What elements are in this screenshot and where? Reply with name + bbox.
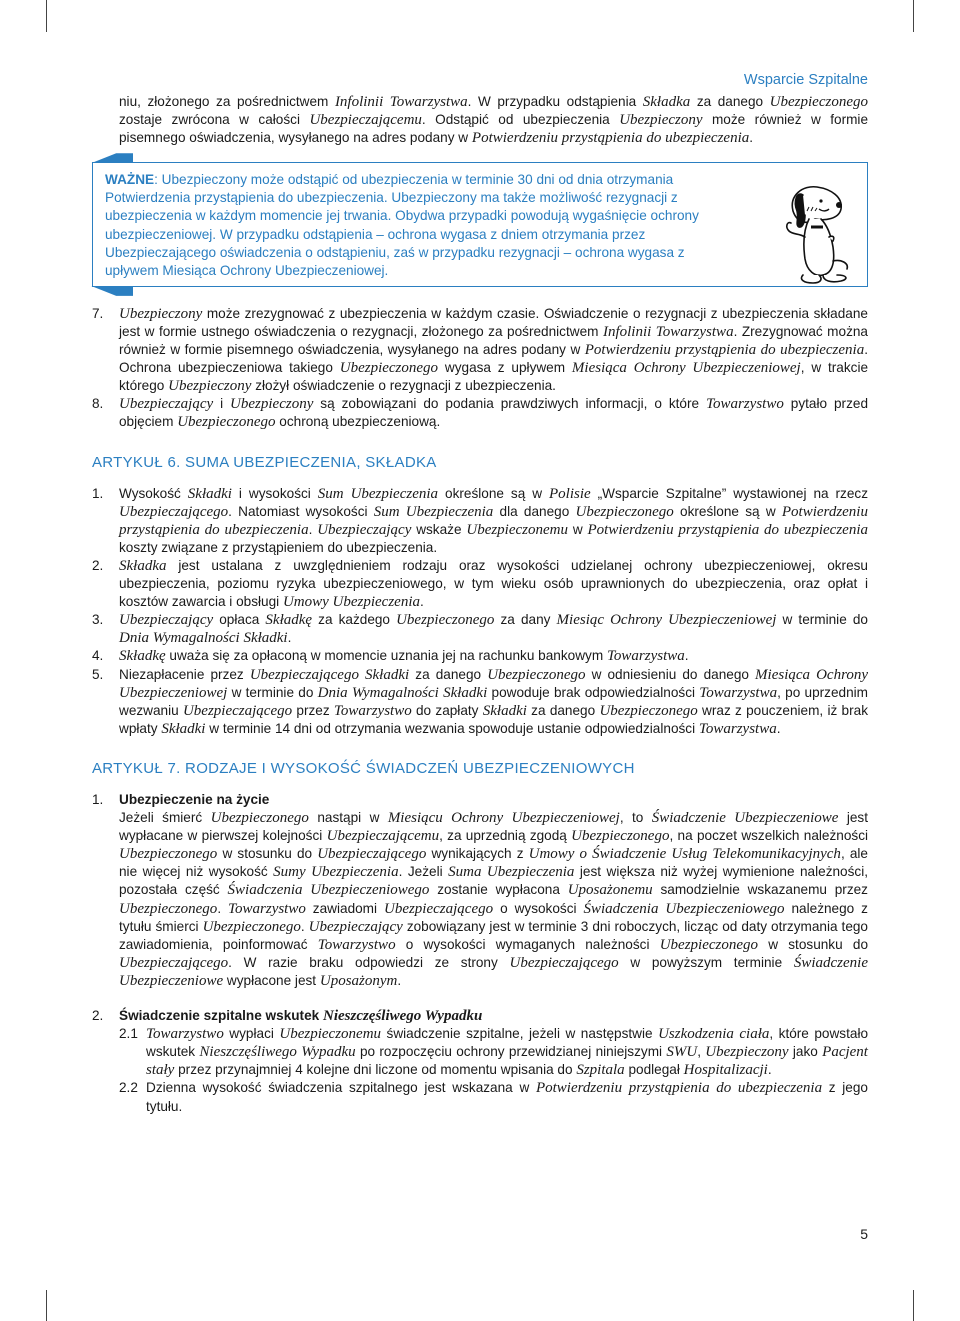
article-6-heading: ARTYKUŁ 6. SUMA UBEZPIECZENIA, SKŁADKA: [92, 453, 437, 471]
text-run: złożył oświadczenie o rezygnacji z ubezpieczenia.: [251, 378, 556, 394]
italic-term: Ubezpieczonego: [575, 503, 674, 520]
text-run: wygasa z upływem: [438, 360, 572, 376]
text-run: Wysokość: [119, 485, 188, 501]
italic-term: Potwierdzeniu przystąpienia do ubezpieczenia: [587, 521, 868, 538]
text-run: są zobowiązani do podania prawdziwych informacji, o które: [313, 396, 707, 412]
italic-term: Towarzystwo: [333, 702, 412, 719]
clauses-list-a: [92, 305, 868, 432]
text-run: .: [287, 630, 292, 646]
text-run: i wysokości: [231, 485, 318, 501]
italic-term: Ubezpieczonego: [659, 936, 759, 953]
italic-term: Towarzystwa: [606, 648, 685, 665]
item-number: 2.1: [119, 1026, 138, 1042]
text-run: .: [776, 720, 781, 736]
text-run: , po uprzednim wezwaniu: [119, 684, 869, 718]
italic-term: Ubezpieczony: [619, 112, 703, 129]
italic-term: Pacjent stały: [146, 1044, 868, 1079]
text-run: za każdego: [312, 612, 397, 628]
italic-term: Składka: [642, 94, 691, 110]
section-1: [92, 791, 868, 990]
page-number: 5: [860, 1226, 868, 1242]
text-run: wypłaci: [223, 1026, 280, 1042]
italic-term: Miesiącu Ochrony Ubezpieczeniowej: [387, 810, 620, 827]
article-7-list: [92, 791, 868, 1116]
list-item: [92, 666, 868, 738]
italic-term: Umowy o Świadczenie Usług Telekomunikacyjnych: [528, 846, 841, 863]
italic-term: Ubezpieczającego Składki: [249, 666, 410, 683]
text-run: w stosunku do: [217, 846, 318, 862]
italic-term: Ubezpieczającego: [509, 954, 619, 971]
text-run: zostanie wypłacona: [429, 882, 568, 898]
italic-term: Ubezpieczającego: [383, 900, 494, 917]
text-run: jako: [788, 1044, 823, 1060]
italic-term: Ubezpieczającego: [317, 846, 427, 863]
item-number: 2.2: [119, 1080, 138, 1096]
text-run: za dany: [494, 612, 557, 628]
text-run: w odniesieniu do danego: [585, 666, 756, 682]
clauses-list-b: [92, 485, 868, 738]
italic-term: Potwierdzeniu przystąpienia do ubezpieczenia: [535, 1080, 823, 1097]
italic-term: Towarzystwo: [146, 1026, 224, 1043]
document-body: [92, 93, 868, 1116]
italic-term: Ubezpieczający: [119, 396, 214, 413]
item-number: 3.: [92, 612, 104, 628]
text-run: , za uprzednią zgodą: [439, 828, 572, 844]
text-run: określone są w: [673, 503, 782, 519]
italic-term: SWU: [666, 1044, 698, 1061]
running-header: Wsparcie Szpitalne: [743, 72, 868, 88]
notice-tab-decoration: [91, 286, 133, 296]
italic-term: Ubezpieczonego: [339, 360, 439, 377]
text-run: Niezapłacenie przez: [119, 666, 250, 682]
text-run: wraz z pouczeniem, iż brak wpłaty: [119, 702, 868, 736]
text-run: za danego: [409, 666, 488, 682]
list-item: [92, 557, 868, 611]
notice-text: : Ubezpieczony może odstąpić od ubezpieczenia w terminie 30 dni od dnia otrzymania Potwierdzenia przystąpienia do ubezpieczenia. Ubezpieczony ma także możliwość rezygnacji z ubezpieczenia w każdym momencie jej trwania. Obydwa przypadki powodują wygaśnięcie ochrony ubezpieczeniowej. W przypadku odstąpienia – ochrona wygasa z dniem otrzymania przez Ubezpieczającego oświadczenia o odstąpieniu, zaś w przypadku rezygnacji – ochrona wygasa z upływem Miesiąca Ochrony Ubezpieczeniowej.: [105, 172, 699, 278]
text-run: . Jeżeli: [398, 864, 449, 880]
list-item: [119, 1025, 868, 1079]
italic-term: Ubezpieczony: [168, 378, 252, 395]
text-run: . W przypadku odstąpienia: [467, 94, 643, 109]
crop-mark: [913, 0, 914, 32]
text-run: uważa się za opłaconą w momencie uznania jej na rachunku bankowym: [165, 648, 607, 664]
text-run: pytało przed objęciem: [119, 396, 869, 430]
text-run: przez przynajmniej 4 kolejne dni liczone od momentu wpisania do: [174, 1062, 577, 1078]
italic-term: Ubezpieczającego: [119, 503, 229, 520]
text-run: należnego z tytułu śmierci: [119, 900, 868, 934]
section-1-title: Ubezpieczenie na życie: [119, 792, 270, 807]
item-number: 2.: [92, 557, 104, 573]
text-run: określone są w: [438, 485, 550, 501]
section-1-text: [119, 809, 868, 990]
list-item: [92, 305, 868, 395]
italic-term: Potwierdzeniu przystąpienia do ubezpieczenia: [471, 130, 750, 147]
intro-paragraph: [92, 93, 868, 147]
italic-term: Infolinii Towarzystwa: [334, 94, 468, 110]
text-run: zobowiązany jest w terminie 3 dni roboczych, licząc od daty otrzymania tego zawiadomienia, poinformować: [119, 918, 868, 952]
list-item: [119, 1079, 868, 1115]
text-run: ochroną ubezpieczeniową.: [275, 414, 441, 430]
italic-term: Uszkodzenia ciała: [658, 1026, 770, 1043]
text-run: w terminie 14 dni od otrzymania wezwania spowoduje ustanie odpowiedzialności: [205, 720, 699, 736]
section-1-number: 1.: [92, 792, 104, 807]
italic-term: Miesiąca Ochrony Ubezpieczeniowej: [571, 360, 801, 377]
italic-term: Towarzystwo: [706, 396, 784, 413]
item-number: 5.: [92, 666, 104, 682]
italic-term: Ubezpieczającemu: [309, 112, 422, 129]
italic-term: Miesiąc Ochrony Ubezpieczeniowej: [556, 612, 777, 629]
italic-term: Towarzystwo: [228, 900, 306, 917]
section-2-sublist: [119, 1025, 868, 1115]
italic-term: Umowy Ubezpieczenia: [282, 594, 421, 611]
italic-term: Towarzystwa: [699, 684, 778, 701]
text-run: . Ochrona ubezpieczeniowa takiego: [119, 342, 869, 376]
text-run: koszty związane z przystąpieniem do ubezpieczenia.: [119, 539, 438, 555]
text-run: o wysokości: [493, 900, 584, 916]
italic-term: Nieszczęśliwego Wypadku: [199, 1044, 356, 1061]
text-run: świadczenie szpitalne, jeżeli w następstwie: [381, 1026, 659, 1042]
text-run: .: [684, 648, 689, 664]
text-run: zawiadomi: [305, 900, 384, 916]
italic-term: Ubezpieczający: [308, 918, 403, 935]
snoopy-illustration: [763, 181, 861, 287]
italic-term: Ubezpieczonego: [177, 414, 276, 431]
section-2-number: 2.: [92, 1008, 104, 1024]
text-run: dla danego: [493, 503, 576, 519]
list-item: [92, 395, 868, 431]
text-run: samodzielnie wskazanemu przez: [652, 882, 868, 898]
italic-term: Składki: [161, 720, 206, 737]
italic-term: Ubezpieczonemu: [279, 1026, 382, 1043]
italic-term: Ubezpieczonego: [210, 810, 309, 827]
text-run: . Zrezygnować można również w formie pisemnego oświadczenia, wysyłanego na adres podany w: [119, 323, 868, 358]
text-run: w: [568, 521, 588, 537]
text-run: , w trakcie którego: [119, 360, 869, 394]
section-2: [92, 1007, 868, 1116]
section-2-title-italic: Nieszczęśliwego Wypadku: [322, 1008, 483, 1025]
text-run: , to: [619, 810, 652, 826]
section-2-title: [119, 1007, 868, 1025]
text-run: zostaje zwrócona w całości: [119, 112, 310, 128]
text-run: za danego: [690, 94, 770, 109]
section-2-title-text: Świadczenie szpitalne wskutek: [119, 1008, 323, 1024]
notice-label: WAŻNE: [105, 172, 155, 188]
italic-term: Składki: [187, 485, 232, 502]
text-run: i: [213, 396, 231, 412]
text-run: jest ustalana z uwzględnieniem rodzaju oraz wysokości udzielanej ochrony ubezpieczeniowej, okresu ubezpieczenia, poziomu ryzyka ubezpieczeniowego, w tym wieku osób uprawnionych do ubezpieczenia, oraz opłat i kosztów zawarcia i obsługi: [119, 557, 868, 610]
text-run: po rozpoczęciu ochrony przewidzianej niniejszymi: [355, 1044, 667, 1060]
important-notice: [92, 162, 868, 287]
text-run: za danego: [526, 702, 600, 718]
text-run: , ale nie więcej niż wysokość: [119, 846, 868, 880]
text-run: wypłacone jest: [223, 972, 320, 988]
italic-term: Ubezpieczony: [705, 1044, 789, 1061]
text-run: . Odstąpić od ubezpieczenia: [421, 112, 620, 128]
text-run: „Wsparcie Szpitalne” wystawionej na rzecz: [590, 485, 869, 501]
italic-term: Sum Ubezpieczenia: [317, 485, 439, 502]
text-run: w powyższym terminie: [618, 954, 794, 970]
item-number: 4.: [92, 648, 104, 664]
text-run: niu, złożonego za pośrednictwem: [119, 94, 335, 109]
text-run: powoduje brak odpowiedzialności: [487, 684, 700, 700]
italic-term: Świadczenie Ubezpieczeniowe: [119, 954, 868, 989]
text-run: , na poczet wszelkich należności: [669, 828, 869, 844]
italic-term: Ubezpieczonego: [571, 828, 670, 845]
italic-term: Świadczenia Ubezpieczeniowego: [227, 882, 430, 899]
text-run: .: [217, 900, 229, 916]
italic-term: Towarzystwa: [698, 720, 777, 737]
italic-term: Infolinii Towarzystwa: [602, 323, 734, 340]
item-number: 1.: [92, 485, 104, 501]
article-7-heading: ARTYKUŁ 7. RODZAJE I WYSOKOŚĆ ŚWIADCZEŃ UBEZPIECZENIOWYCH: [92, 759, 635, 777]
text-run: Jeżeli śmierć: [119, 810, 211, 826]
italic-term: Dnia Wymagalności Składki: [119, 630, 288, 647]
italic-term: Sum Ubezpieczenia: [373, 503, 494, 520]
italic-term: Składka: [119, 557, 167, 574]
text-run: do zapłaty: [411, 702, 483, 718]
italic-term: Świadczenie Ubezpieczeniowe: [651, 810, 839, 827]
italic-term: Świadczenia Ubezpieczeniowego: [583, 900, 785, 917]
italic-term: Sumy Ubezpieczenia: [273, 864, 399, 881]
italic-term: Składkę: [265, 612, 313, 629]
list-item: [92, 611, 868, 647]
text-run: .: [300, 918, 309, 934]
italic-term: Ubezpieczony: [119, 305, 203, 322]
italic-term: Ubezpieczonego: [202, 918, 301, 935]
text-run: Dzienna wysokość świadczenia szpitalnego jest wskazana w: [146, 1080, 536, 1096]
italic-term: Miesiąca Ochrony Ubezpieczeniowej: [119, 666, 869, 701]
italic-term: Polisie: [549, 485, 591, 502]
italic-term: Suma Ubezpieczenia: [448, 864, 575, 881]
text-run: w terminie do: [776, 612, 868, 628]
text-run: jest większa niż wyżej wymienione należności, pozostała część: [119, 864, 868, 898]
italic-term: Ubezpieczonego: [599, 702, 698, 719]
text-run: opłaca: [213, 612, 266, 628]
text-run: , które powstało wskutek: [146, 1026, 869, 1060]
crop-mark: [913, 1290, 914, 1321]
italic-term: Towarzystwo: [317, 936, 396, 953]
item-number: 7.: [92, 305, 104, 321]
italic-term: Uposażonym: [319, 972, 398, 989]
italic-term: Ubezpieczającego: [182, 702, 293, 719]
text-run: .: [767, 1062, 772, 1078]
text-run: może również w formie pisemnego oświadczenia, wysyłanego na adres podany w: [119, 112, 869, 146]
crop-mark: [46, 0, 47, 32]
text-run: przez: [292, 702, 334, 718]
italic-term: Składki: [482, 702, 527, 719]
italic-term: Ubezpieczonego: [396, 612, 495, 629]
italic-term: Potwierdzeniu przystąpienia do ubezpieczenia: [119, 503, 868, 538]
crop-mark: [46, 1290, 47, 1321]
italic-term: Ubezpieczonego: [487, 666, 586, 683]
italic-term: Ubezpieczający: [317, 521, 412, 538]
text-run: nastąpi w: [308, 810, 388, 826]
italic-term: Ubezpieczonego: [119, 846, 218, 863]
italic-term: Ubezpieczonego: [769, 94, 868, 110]
list-item: [92, 647, 868, 665]
italic-term: Uposażonemu: [567, 882, 653, 899]
text-run: . Natomiast wysokości: [228, 503, 374, 519]
italic-term: Ubezpieczony: [230, 396, 314, 413]
italic-term: Składkę: [119, 648, 166, 665]
text-run: .: [420, 594, 424, 610]
text-run: podlegał: [624, 1062, 684, 1078]
text-run: o wysokości wymaganych należności: [395, 936, 660, 952]
italic-term: Szpitala: [576, 1062, 625, 1079]
list-item: [92, 485, 868, 557]
italic-term: Ubezpieczający: [119, 612, 214, 629]
italic-term: Ubezpieczającemu: [326, 828, 440, 845]
text-run: może zrezygnować z ubezpieczenia w każdym czasie. Oświadczenie o rezygnacji z ubezpieczenia składane jest w formie ustnego oświadczenia o rezygnacji, złożonego za pośrednictwem: [119, 305, 868, 339]
text-run: .: [397, 972, 402, 988]
italic-term: Ubezpieczonego: [119, 900, 218, 917]
text-run: wynikających z: [426, 846, 529, 862]
italic-term: Dnia Wymagalności Składki: [317, 684, 488, 701]
item-number: 8.: [92, 396, 104, 412]
text-run: z jego tytułu.: [146, 1080, 868, 1114]
text-run: w terminie do: [227, 684, 318, 700]
text-run: .: [749, 130, 754, 146]
text-run: . W razie braku odpowiedzi ze strony: [228, 954, 510, 970]
text-run: wskaże: [411, 521, 467, 537]
text-run: .: [308, 521, 318, 537]
text-run: w stosunku do: [758, 936, 868, 952]
text-run: ,: [697, 1044, 706, 1060]
italic-term: Hospitalizacji: [683, 1062, 768, 1079]
text-run: jest wypłacane w pierwszej kolejności: [119, 810, 868, 844]
italic-term: Ubezpieczonemu: [466, 521, 568, 538]
italic-term: Ubezpieczającego: [119, 954, 229, 971]
italic-term: Potwierdzeniu przystąpienia do ubezpieczenia: [584, 342, 865, 359]
notice-tab-decoration: [91, 153, 133, 163]
